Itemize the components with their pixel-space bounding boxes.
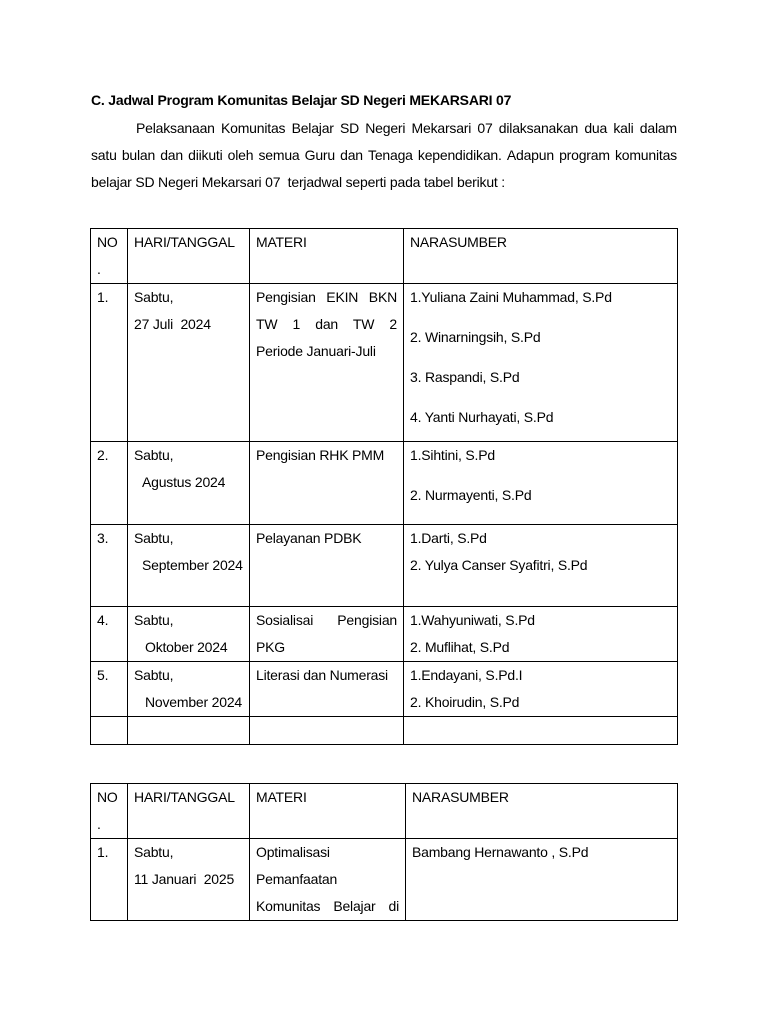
- paragraph-word: Komunitas: [220, 120, 286, 136]
- paragraph-word: komunitas: [614, 147, 677, 163]
- schedule-table-2024: [90, 228, 678, 745]
- row-materi-cell: [250, 607, 404, 662]
- row-narasumber: 1.Wahyuniwati, S.Pd: [410, 612, 535, 628]
- table-row: [91, 662, 678, 717]
- row-day: Sabtu,: [134, 530, 174, 546]
- header-no-dot: .: [97, 816, 101, 832]
- row-date-cell: [128, 839, 250, 921]
- header-no-text: NO: [97, 234, 118, 250]
- row-number: 2.: [91, 442, 128, 525]
- paragraph-word: semua: [258, 147, 300, 163]
- row-narasumber-cell: [404, 442, 678, 525]
- row-narasumber-cell: [406, 839, 678, 921]
- paragraph-word: kali: [613, 120, 634, 136]
- row-narasumber-cell: [404, 525, 678, 607]
- header-no: [91, 784, 128, 839]
- row-narasumber: 2. Khoirudin, S.Pd: [410, 694, 520, 710]
- row-materi-line: Pemanfaatan: [256, 871, 338, 887]
- header-no: [91, 229, 128, 284]
- empty-cell: [128, 717, 250, 745]
- header-no-dot: .: [97, 261, 101, 277]
- row-day: Sabtu,: [134, 612, 174, 628]
- paragraph-word: dalam: [639, 120, 677, 136]
- row-number: 1.: [91, 839, 128, 921]
- header-materi: MATERI: [250, 229, 404, 284]
- row-materi-line: PKG: [256, 639, 285, 655]
- row-date: 11 Januari 2025: [134, 871, 235, 887]
- paragraph-line-1: [91, 120, 677, 136]
- paragraph-word: Tenaga: [368, 147, 413, 163]
- paragraph-word: dan: [340, 147, 363, 163]
- row-materi-cell: [250, 525, 404, 607]
- row-date: 27 Juli 2024: [134, 316, 211, 332]
- paragraph-word: satu: [91, 147, 117, 163]
- row-date-cell: [128, 607, 250, 662]
- row-date: September 2024: [142, 557, 243, 573]
- paragraph-word: oleh: [227, 147, 254, 163]
- row-materi-line: Optimalisasi: [256, 844, 330, 860]
- row-date: November 2024: [145, 694, 243, 710]
- row-materi-line: Periode Januari-Juli: [256, 343, 376, 359]
- row-day: Sabtu,: [134, 844, 174, 860]
- paragraph-word: diikuti: [188, 147, 223, 163]
- paragraph-word: Belajar: [291, 120, 334, 136]
- row-date-cell: [128, 662, 250, 717]
- paragraph-word: Mekarsari: [411, 120, 472, 136]
- row-date-cell: [128, 284, 250, 442]
- table-row: [91, 442, 678, 525]
- row-date-cell: [128, 442, 250, 525]
- table-header-row: [91, 229, 678, 284]
- row-narasumber: 4. Yanti Nurhayati, S.Pd: [410, 409, 554, 425]
- row-date-cell: [128, 525, 250, 607]
- empty-cell: [404, 717, 678, 745]
- row-day: Sabtu,: [134, 447, 174, 463]
- row-narasumber: 2. Nurmayenti, S.Pd: [410, 487, 532, 503]
- row-date: Oktober 2024: [145, 639, 228, 655]
- table-row: [91, 839, 678, 921]
- row-narasumber: 2. Winarningsih, S.Pd: [410, 329, 541, 345]
- row-narasumber: Bambang Hernawanto , S.Pd: [412, 844, 589, 860]
- row-day: Sabtu,: [134, 667, 174, 683]
- table-row: [91, 607, 678, 662]
- paragraph-line-3: belajar SD Negeri Mekarsari 07 terjadwal seperti pada tabel berikut :: [91, 174, 505, 190]
- row-narasumber: 2. Muflihat, S.Pd: [410, 639, 510, 655]
- paragraph-word: Pelaksanaan: [136, 120, 215, 136]
- row-narasumber: 1.Yuliana Zaini Muhammad, S.Pd: [410, 289, 612, 305]
- row-materi-line: TW 1 dan TW 2: [256, 316, 397, 332]
- table-row: [91, 284, 678, 442]
- row-narasumber-cell: [404, 284, 678, 442]
- empty-cell: [250, 717, 404, 745]
- row-materi-line: Pengisian RHK PMM: [256, 447, 385, 463]
- row-narasumber: 1.Darti, S.Pd: [410, 530, 487, 546]
- paragraph-word: bulan: [121, 147, 156, 163]
- row-materi-cell: [250, 839, 406, 921]
- row-narasumber-cell: [404, 662, 678, 717]
- row-date: Agustus 2024: [142, 474, 226, 490]
- row-materi-line: Literasi dan Numerasi: [256, 667, 388, 683]
- schedule-table-2025: [90, 783, 678, 921]
- row-narasumber: 1.Endayani, S.Pd.I: [410, 667, 523, 683]
- header-hari-tanggal: HARI/TANGGAL: [128, 784, 250, 839]
- empty-cell: [91, 717, 128, 745]
- header-narasumber: NARASUMBER: [404, 229, 678, 284]
- paragraph-word: Negeri: [365, 120, 406, 136]
- row-materi-line: Pengisian EKIN BKN: [256, 289, 397, 305]
- row-materi-cell: [250, 284, 404, 442]
- row-number: 5.: [91, 662, 128, 717]
- row-narasumber: 2. Yulya Canser Syafitri, S.Pd: [410, 557, 588, 573]
- row-day: Sabtu,: [134, 289, 174, 305]
- header-materi: MATERI: [250, 784, 406, 839]
- header-hari-tanggal: HARI/TANGGAL: [128, 229, 250, 284]
- row-materi-line: Pelayanan PDBK: [256, 530, 362, 546]
- paragraph-word: SD: [339, 120, 360, 136]
- row-materi-line: Sosialisai Pengisian: [256, 612, 397, 628]
- header-no-text: NO: [97, 789, 118, 805]
- row-number: 3.: [91, 525, 128, 607]
- paragraph-word: Adapun: [506, 147, 554, 163]
- row-materi-line: Komunitas Belajar di: [256, 898, 399, 914]
- row-materi-cell: [250, 442, 404, 525]
- paragraph-word: 07: [477, 120, 493, 136]
- row-materi-cell: [250, 662, 404, 717]
- paragraph-word: dan: [160, 147, 183, 163]
- paragraph-word: dua: [584, 120, 608, 136]
- header-narasumber: NARASUMBER: [406, 784, 678, 839]
- row-narasumber-cell: [404, 607, 678, 662]
- table-header-row: [91, 784, 678, 839]
- paragraph-word: kependidikan.: [417, 147, 502, 163]
- row-narasumber: 1.Sihtini, S.Pd: [410, 447, 495, 463]
- paragraph-word: dilaksanakan: [498, 120, 579, 136]
- paragraph-word: program: [559, 147, 610, 163]
- row-number: 4.: [91, 607, 128, 662]
- table-row: [91, 525, 678, 607]
- paragraph-line-2: [91, 147, 677, 163]
- table-row-empty: [91, 717, 678, 745]
- row-narasumber: 3. Raspandi, S.Pd: [410, 369, 520, 385]
- section-heading: C. Jadwal Program Komunitas Belajar SD Negeri MEKARSARI 07: [91, 92, 512, 108]
- paragraph-word: Guru: [304, 147, 335, 163]
- row-number: 1.: [91, 284, 128, 442]
